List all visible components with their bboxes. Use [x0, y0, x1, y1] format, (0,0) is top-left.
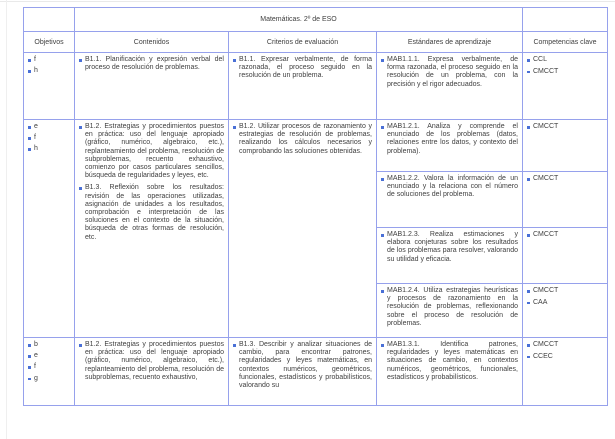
bullet-icon — [28, 378, 31, 381]
estandar-text: MAB1.2.3. Realiza estimaciones y elabora conjeturas sobre los resultados de los problemas para resolver, valorando su utilidad y eficacia. — [387, 231, 518, 263]
objetivo-item: f — [34, 56, 36, 63]
bullet-icon — [28, 344, 31, 347]
contenidos-cell — [75, 120, 229, 338]
competencia-item-entry — [527, 175, 603, 183]
bullet-icon — [381, 178, 384, 181]
estandar-text: MAB1.2.2. Valora la información de un enunciado y la relaciona con el número de soluciones del problema. — [387, 175, 518, 199]
col-header-contenidos: Contenidos — [75, 32, 229, 53]
objetivo-item-entry — [28, 341, 70, 349]
estandar-cell — [377, 284, 523, 338]
competencias-cell — [523, 228, 608, 284]
header-spacer-left — [24, 8, 75, 32]
criterios-list — [233, 341, 372, 390]
estandar-cell — [377, 228, 523, 284]
competencias-cell — [523, 172, 608, 228]
competencia-item: CMCCT — [533, 341, 559, 348]
bullet-icon — [28, 148, 31, 151]
competencia-item: CMCCT — [533, 67, 559, 75]
objetivo-item: e — [34, 352, 38, 360]
objetivo-item: h — [34, 67, 38, 75]
bullet-icon — [527, 344, 530, 347]
contenido-item: B1.3. Reflexión sobre los resultados: revisión de las operaciones utilizadas, asignación de unidades a los resultados, comprobación e interpretación de las soluciones en el contexto de la situación, búsqueda de otras formas de resolución, etc. — [85, 184, 224, 241]
competencia-item-entry — [527, 231, 603, 239]
bullet-icon — [28, 126, 31, 129]
estandar-text: MAB1.3.1. Identifica patrones, regularidades y leyes matemáticas en situaciones de cambio, en contextos numéricos, geométricos, funcionales, estadísticos y probabilísticos. — [387, 341, 518, 381]
criterios-list — [233, 123, 372, 156]
competencia-item: CMCCT — [533, 175, 559, 182]
bullet-icon — [527, 126, 530, 129]
contenido-item-entry — [79, 184, 224, 241]
table-row — [24, 338, 608, 407]
contenido-item: B1.2. Estrategias y procedimientos puestos en práctica: uso del lenguaje apropiado (gráfico, numérico, algebraico, etc.), replanteamiento del problema, resolución de subproblemas, recuento exhaustivo, — [85, 341, 224, 381]
bullet-icon — [79, 59, 82, 62]
col-header-objetivos: Objetivos — [24, 32, 75, 53]
objetivos-list — [28, 56, 70, 75]
estandar-text-entry — [381, 56, 518, 89]
criterio-item: B1.1. Expresar verbalmente, de forma razonada, el proceso seguido en la resolución de un problema. — [239, 56, 372, 80]
competencia-item: CAA — [533, 298, 548, 306]
competencia-item-entry — [527, 68, 603, 76]
competencias-cell — [523, 284, 608, 338]
objetivo-item-entry — [28, 67, 70, 75]
bullet-icon — [527, 356, 530, 359]
bullet-icon — [527, 71, 530, 74]
table-title: Matemáticas. 2º de ESO — [75, 8, 523, 32]
bullet-icon — [527, 59, 530, 62]
competencias-cell — [523, 120, 608, 172]
objetivo-item: f — [34, 363, 36, 371]
contenido-item: B1.2. Estrategias y procedimientos puestos en práctica: uso del lenguaje apropiado (gráfico, numérico, algebraico, etc.), replanteamiento del problema, resolución de subproblemas, recuento exhaustivo, comienzo por casos particulares sencillos, búsqueda de regularidades y leyes, etc. — [85, 123, 224, 180]
curriculum-table — [23, 7, 608, 406]
bullet-icon — [79, 126, 82, 129]
criterio-item-entry — [233, 123, 372, 156]
competencia-item: CCEC — [533, 352, 553, 360]
header-spacer-right — [523, 8, 608, 32]
objetivos-cell — [24, 53, 75, 120]
contenidos-cell — [75, 53, 229, 120]
bullet-icon — [381, 234, 384, 237]
competencia-item: CMCCT — [533, 231, 559, 238]
bullet-icon — [527, 302, 530, 305]
criterios-cell — [229, 338, 377, 407]
objetivo-item: b — [34, 341, 38, 348]
estandar-text: MAB1.2.4. Utiliza estrategias heurísticas y procesos de razonamiento en la resolución de problemas, reflexionando sobre el proceso de resolución de problemas. — [387, 287, 518, 327]
col-header-estandares: Estándares de aprendizaje — [377, 32, 523, 53]
objetivo-item: h — [34, 145, 38, 153]
bullet-icon — [28, 59, 31, 62]
bullet-icon — [28, 137, 31, 140]
bullet-icon — [527, 178, 530, 181]
objetivo-item-entry — [28, 123, 70, 131]
objetivos-list — [28, 123, 70, 154]
competencia-item-entry — [527, 56, 603, 64]
criterios-list — [233, 56, 372, 81]
estandar-cell — [377, 172, 523, 228]
competencia-item-entry — [527, 123, 603, 131]
bullet-icon — [527, 234, 530, 237]
bullet-icon — [28, 70, 31, 73]
objetivo-item: f — [34, 134, 36, 142]
estandar-text: MAB1.1.1. Expresa verbalmente, de forma razonada, el proceso seguido en la resolución de un problema, con la precisión y el rigor adecuados. — [387, 56, 518, 88]
bullet-icon — [381, 59, 384, 62]
bullet-icon — [79, 344, 82, 347]
criterios-cell — [229, 120, 377, 338]
contenido-item-entry — [79, 123, 224, 180]
estandar-cell — [377, 338, 523, 407]
table-row — [24, 53, 608, 120]
competencia-item-entry — [527, 341, 603, 349]
criterios-cell — [229, 53, 377, 120]
estandar-text-entry — [381, 341, 518, 382]
col-header-competencias: Competencias clave — [523, 32, 608, 53]
objetivos-cell — [24, 120, 75, 338]
bullet-icon — [28, 355, 31, 358]
objetivo-item-entry — [28, 363, 70, 371]
table-bottom-cut-line — [23, 405, 608, 406]
bullet-icon — [381, 290, 384, 293]
estandar-text: MAB1.2.1. Analiza y comprende el enunciado de los problemas (datos, relaciones entre los datos, y contexto del problema). — [387, 123, 518, 155]
page-left-edge — [6, 0, 7, 439]
contenidos-cell — [75, 338, 229, 407]
bullet-icon — [79, 187, 82, 190]
competencias-cell — [523, 53, 608, 120]
bullet-icon — [381, 126, 384, 129]
bullet-icon — [233, 126, 236, 129]
criterio-item-entry — [233, 341, 372, 390]
estandar-cell — [377, 53, 523, 120]
col-header-criterios: Criterios de evaluación — [229, 32, 377, 53]
criterio-item: B1.3. Describir y analizar situaciones de cambio, para encontrar patrones, regularidades y leyes matemáticas, en contextos numéricos, geométricos, funcionales, estadísticos y probabilísticos, valorando su — [239, 341, 372, 390]
contenido-item: B1.1. Planificación y expresión verbal del proceso de resolución de problemas. — [85, 56, 224, 72]
page-top-edge — [0, 1, 615, 2]
estandar-cell — [377, 120, 523, 172]
objetivos-list — [28, 341, 70, 383]
objetivo-item-entry — [28, 352, 70, 360]
contenidos-list — [79, 341, 224, 382]
bullet-icon — [381, 344, 384, 347]
estandar-text-entry — [381, 123, 518, 156]
objetivo-item: e — [34, 123, 38, 130]
competencias-cell — [523, 338, 608, 407]
criterio-item: B1.2. Utilizar procesos de razonamiento y estrategias de resolución de problemas, realizando los cálculos necesarios y comprobando las soluciones obtenidas. — [239, 123, 372, 155]
estandar-text-entry — [381, 287, 518, 328]
competencia-item-entry — [527, 287, 603, 295]
contenido-item-entry — [79, 56, 224, 72]
competencia-item: CMCCT — [533, 287, 559, 294]
objetivo-item: g — [34, 374, 38, 382]
contenidos-list — [79, 123, 224, 242]
competencia-item-entry — [527, 353, 603, 361]
table-row — [24, 120, 608, 172]
curriculum-table-body — [24, 53, 608, 407]
contenidos-list — [79, 56, 224, 72]
table-header-row — [24, 32, 608, 53]
objetivo-item-entry — [28, 375, 70, 383]
bullet-icon — [28, 366, 31, 369]
bullet-icon — [527, 290, 530, 293]
competencia-item: CMCCT — [533, 123, 559, 130]
objetivo-item-entry — [28, 56, 70, 64]
objetivo-item-entry — [28, 134, 70, 142]
table-title-row — [24, 8, 608, 32]
contenido-item-entry — [79, 341, 224, 382]
objetivos-cell — [24, 338, 75, 407]
bullet-icon — [233, 344, 236, 347]
competencia-item: CCL — [533, 56, 548, 63]
criterio-item-entry — [233, 56, 372, 81]
competencia-item-entry — [527, 299, 603, 307]
bullet-icon — [233, 59, 236, 62]
objetivo-item-entry — [28, 145, 70, 153]
estandar-text-entry — [381, 175, 518, 200]
estandar-text-entry — [381, 231, 518, 264]
